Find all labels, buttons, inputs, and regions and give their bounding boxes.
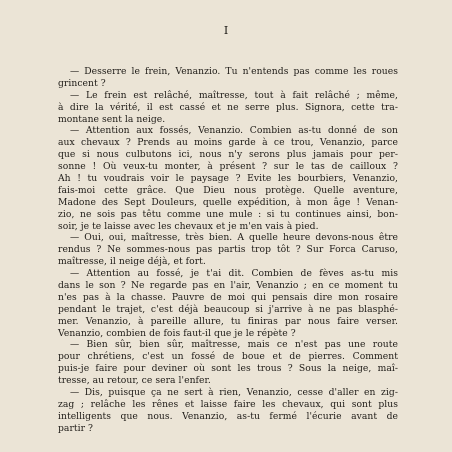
- text-line: aux chevaux ? Prends au moins garde à ce trou, Venanzio, parce: [58, 137, 398, 149]
- text-line: grincent ?: [58, 77, 106, 89]
- text-line: tresse, au retour, ce sera l'enfer.: [58, 375, 211, 387]
- text-line: zag ; relâche les rênes et laisse faire les chevaux, qui sont plus: [58, 398, 398, 410]
- text-line: intelligents que nous. Venanzio, as-tu fermé l'écurie avant de: [58, 410, 398, 422]
- paragraph: [58, 232, 398, 268]
- text-line: mer. Venanzio, à pareille allure, tu finiras par nous faire verser.: [58, 315, 398, 327]
- text-line: dans le son ? Ne regarde pas en l'air, Venanzio ; en ce moment tu: [58, 280, 398, 292]
- text-line: zio, ne sois pas têtu comme une mule : si tu continues ainsi, bon-: [58, 208, 398, 220]
- paragraph: [58, 339, 398, 387]
- text-line: montane sent la neige.: [58, 113, 166, 125]
- text-line: partir ?: [58, 422, 94, 434]
- text-line: sonne ! Où veux-tu monter, à présent ? sur le tas de cailloux ?: [58, 161, 398, 173]
- text-line: Venanzio, combien de fois faut-il que je le répète ?: [58, 327, 296, 339]
- text-line: — Attention au fossé, je t'ai dit. Combien de fèves as-tu mis: [70, 268, 398, 280]
- page-number: I: [223, 24, 229, 37]
- text-line: pour chrétiens, c'est un fossé de boue et de pierres. Comment: [58, 351, 398, 363]
- text-line: fais-moi cette grâce. Que Dieu nous protège. Quelle aventure,: [58, 184, 398, 196]
- paragraph: [58, 90, 398, 126]
- text-line: — Oui, oui, maîtresse, très bien. A quelle heure devons-nous être: [70, 232, 398, 244]
- text-line: soir, je te laisse avec les chevaux et je m'en vais à pied.: [58, 220, 319, 232]
- text-line: rendus ? Ne sommes-nous pas partis trop tôt ? Sur Forca Caruso,: [58, 244, 398, 256]
- text-line: — Attention aux fossés, Venanzio. Combien as-tu donné de son: [70, 125, 398, 137]
- text-line: — Bien sûr, bien sûr, maîtresse, mais ce n'est pas une route: [70, 339, 398, 351]
- text-line: — Le frein est relâché, maîtresse, tout à fait relâché ; même,: [70, 89, 398, 101]
- body-text: [58, 66, 398, 435]
- text-line: puis-je faire pour deviner où sont les trous ? Sous la neige, maî-: [58, 363, 398, 375]
- text-line: pendant le trajet, c'est déjà beaucoup si j'arrive à ne pas blasphé-: [58, 303, 398, 315]
- text-line: n'es pas à la chasse. Pauvre de moi qui pensais dire mon rosaire: [58, 291, 398, 303]
- paragraph: [58, 66, 398, 90]
- text-line: à dire la vérité, il est cassé et ne serre plus. Signora, cette tra-: [58, 101, 398, 113]
- paragraph: [58, 125, 398, 232]
- text-line: que si nous culbutons ici, nous n'y serons plus jamais pour per-: [58, 149, 398, 161]
- text-line: — Dis, puisque ça ne sert à rien, Venanzio, cesse d'aller en zig-: [70, 387, 398, 399]
- text-line: Madone des Sept Douleurs, quelle expédition, à mon âge ! Venan-: [58, 196, 398, 208]
- text-line: maîtresse, il neige déjà, et fort.: [58, 256, 206, 268]
- text-line: Ah ! tu voudrais voir le paysage ? Evite les bourbiers, Venanzio,: [58, 173, 398, 185]
- paragraph: [58, 387, 398, 435]
- text-line: — Desserre le frein, Venanzio. Tu n'entends pas comme les roues: [70, 66, 398, 77]
- paragraph: [58, 268, 398, 339]
